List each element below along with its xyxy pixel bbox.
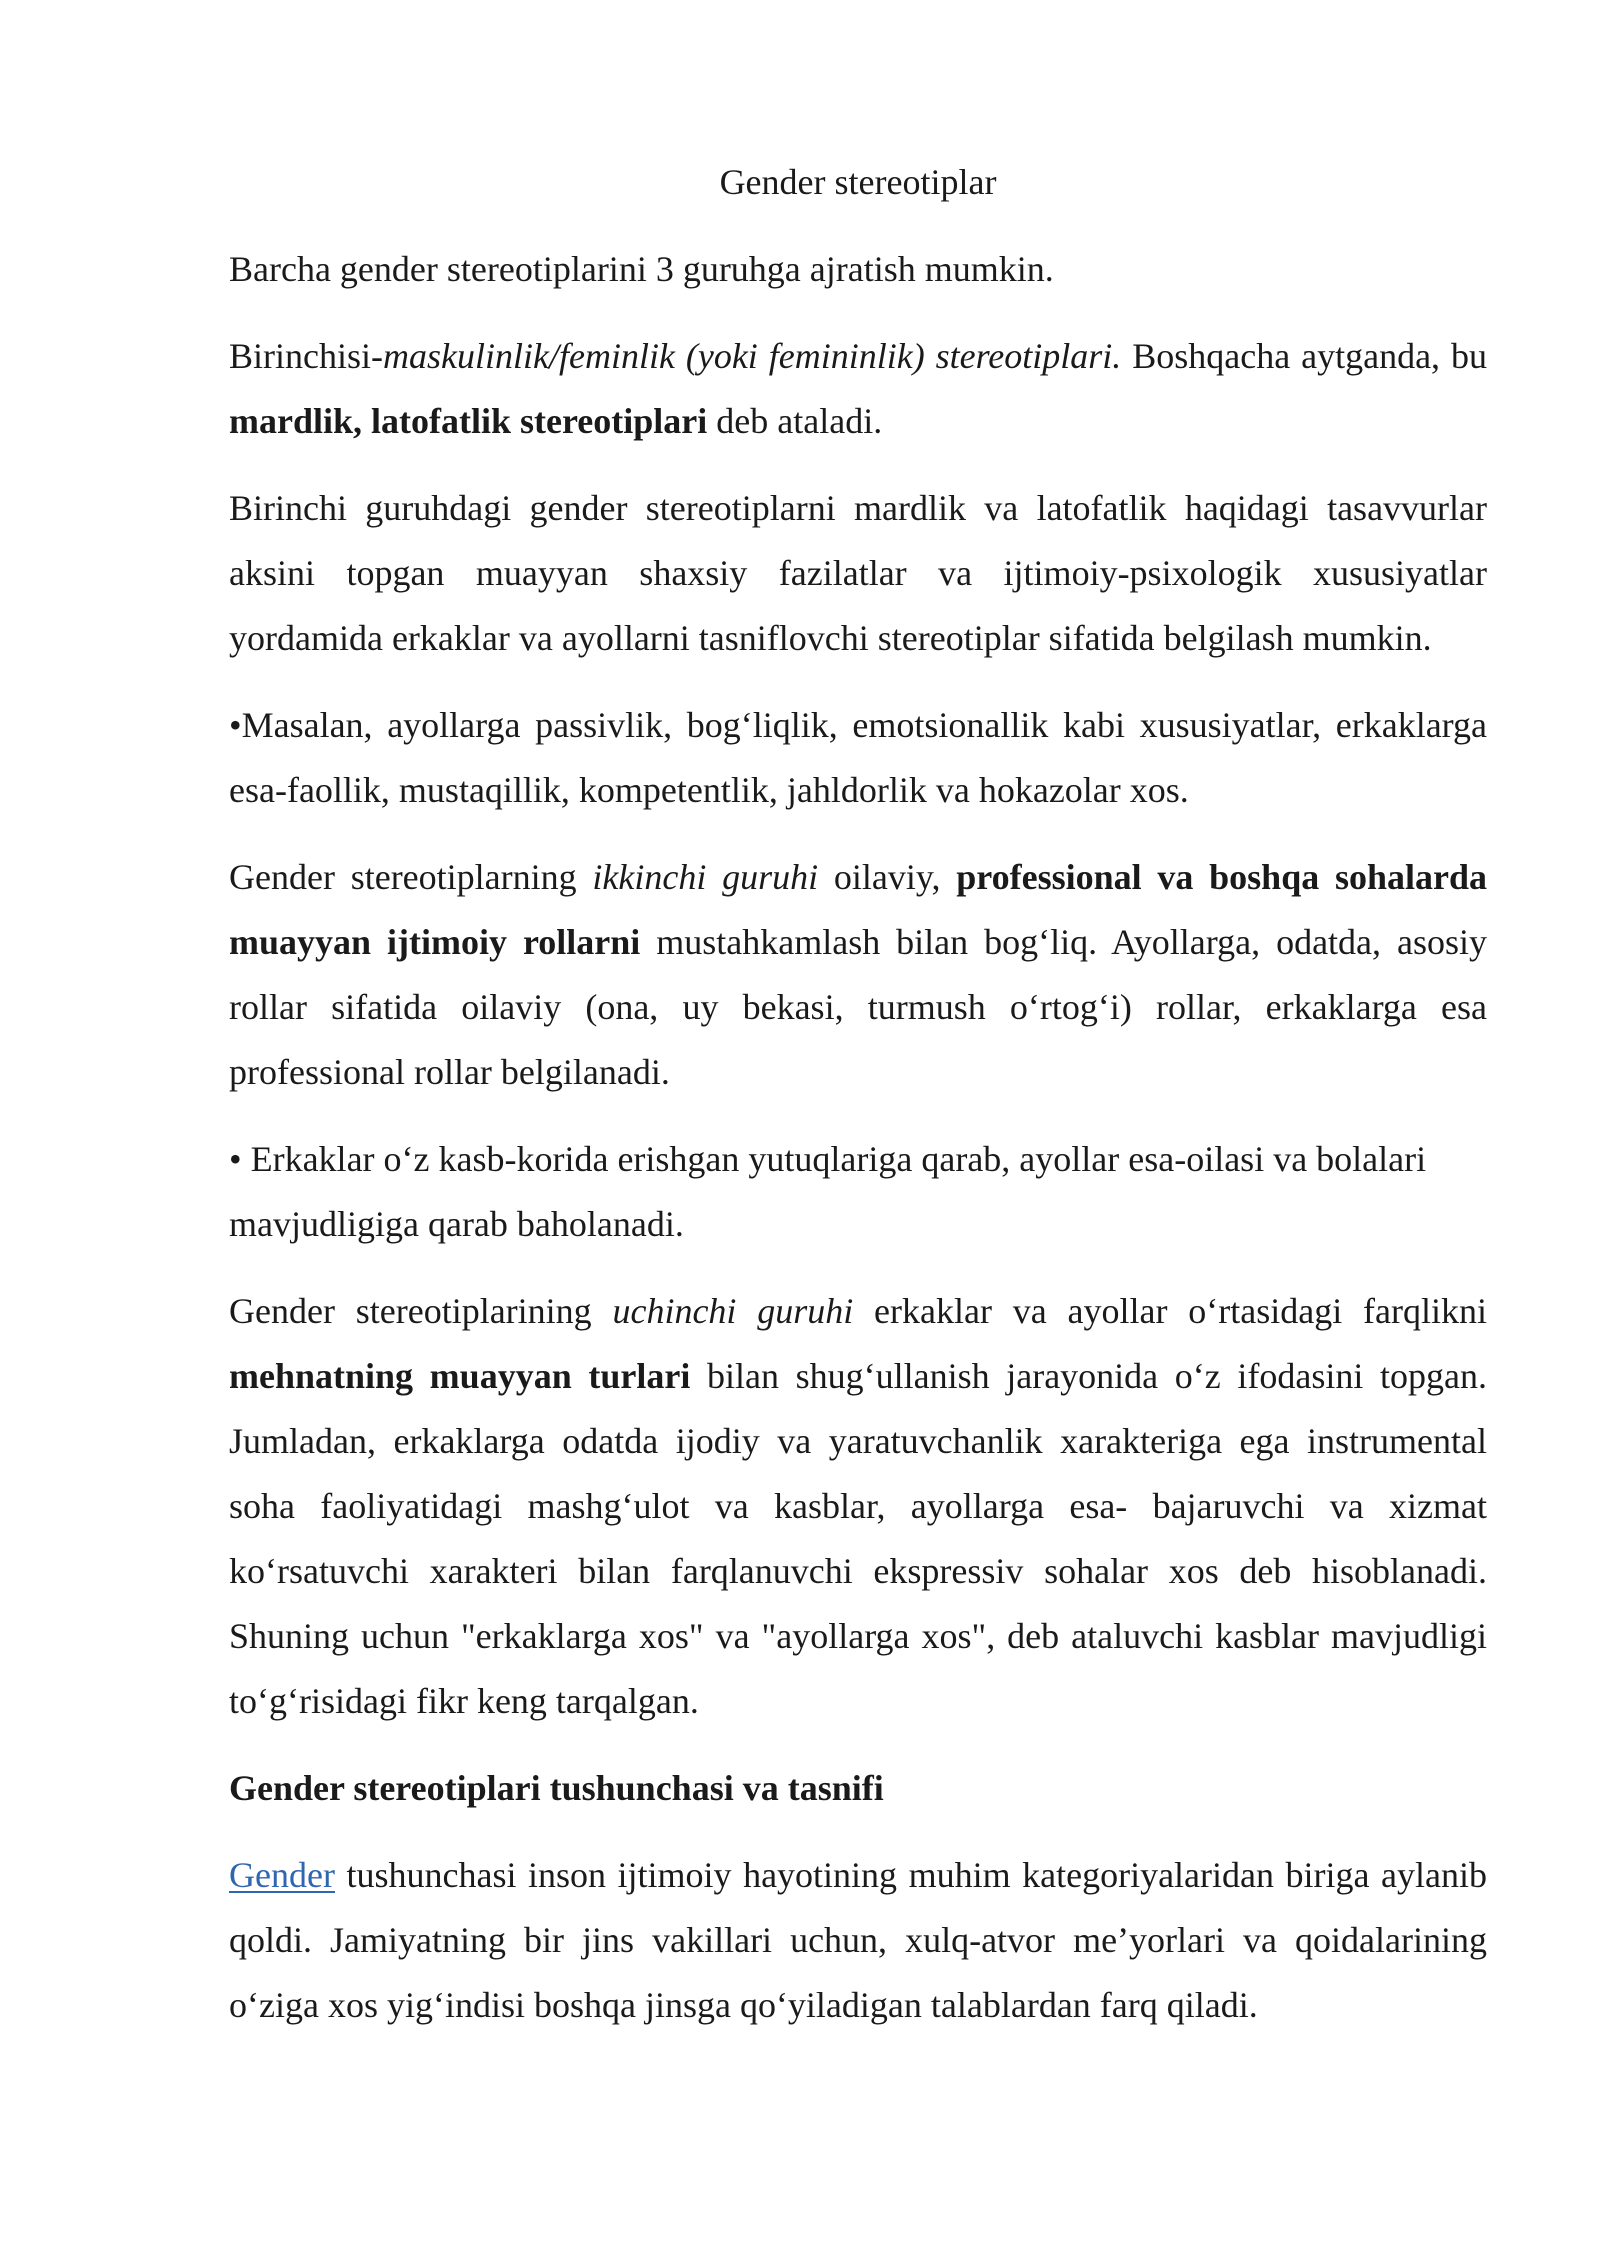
text-lead: Gender stereotiplarining	[229, 1291, 613, 1331]
text-tail: tushunchasi inson ijtimoiy hayotining muhim kategoriyalaridan biriga aylanib qoldi. Jamiyatning bir jins vakillari uchun, xulq-atvor me’yorlari va qoidalarining o‘ziga xos yig‘indisi boshqa jinsga qo‘yiladigan talablardan farq qiladi.	[229, 1855, 1487, 2025]
gender-link[interactable]: Gender	[229, 1855, 335, 1895]
paragraph-example-bullet: •Masalan, ayollarga passivlik, bog‘liqlik, emotsionallik kabi xususiyatlar, erkaklarga esa-faollik, mustaqillik, kompetentlik, jahldorlik va hokazolar xos.	[229, 705, 1487, 810]
text-mid: Boshqacha aytganda, bu	[1121, 336, 1487, 376]
text-mid: oilaviy,	[818, 857, 957, 897]
text-italic: uchinchi guruhi	[612, 1291, 854, 1331]
text-bold: mardlik, latofatlik stereotiplari	[229, 401, 708, 441]
section-heading: Gender stereotiplari tushunchasi va tasnifi	[229, 1768, 884, 1808]
paragraph-third-group	[229, 1279, 1487, 1734]
text-italic: ikkinchi guruhi	[592, 857, 819, 897]
text-lead: Birinchisi-	[229, 336, 383, 376]
paragraph-first-group-description: Birinchi guruhdagi gender stereotiplarni mardlik va latofatlik haqidagi tasavvurlar aksini topgan muayyan shaxsiy fazilatlar va ijtimoiy-psixologik xususiyatlar yordamida erkaklar va ayollarni tasniflovchi stereotiplar sifatida belgilash mumkin.	[229, 488, 1487, 658]
paragraph-first-group	[229, 324, 1487, 454]
paragraph-gender-concept	[229, 1843, 1487, 2038]
document-title: Gender stereotiplar	[719, 162, 997, 202]
text-lead: Gender stereotiplarning	[229, 857, 593, 897]
paragraph-evaluation-bullet: • Erkaklar o‘z kasb-korida erishgan yutuqlariga qarab, ayollar esa-oilasi va bolalari mavjudligiga qarab baholanadi.	[229, 1139, 1427, 1244]
paragraph-second-group	[229, 845, 1487, 1105]
text-italic: maskulinlik/feminlik (yoki femininlik) stereotiplari.	[382, 336, 1122, 376]
document-page	[229, 150, 1487, 2060]
text-tail: bilan shug‘ullanish jarayonida o‘z ifodasini topgan. Jumladan, erkaklarga odatda ijodiy va yaratuvchanlik xarakteriga ega instrumental soha faoliyatidagi mashg‘ulot va kasblar, ayollarga esa- bajaruvchi va xizmat ko‘rsatuvchi xarakteri bilan farqlanuvchi ekspressiv sohalar xos deb hisoblanadi. Shuning uchun "erkaklarga xos" va "ayollarga xos", deb ataluvchi kasblar mavjudligi to‘g‘risidagi fikr keng tarqalgan.	[229, 1356, 1487, 1721]
paragraph-intro: Barcha gender stereotiplarini 3 guruhga ajratish mumkin.	[229, 249, 1054, 289]
text-bold: mehnatning muayyan turlari	[229, 1356, 691, 1396]
text-tail: deb ataladi.	[707, 401, 883, 441]
text-tail: mustahkamlash bilan bog‘liq. Ayollarga, odatda, asosiy rollar sifatida oilaviy (ona, uy bekasi, turmush o‘rtog‘i) rollar, erkaklarga esa professional rollar belgilanadi.	[229, 922, 1487, 1092]
text-mid: erkaklar va ayollar o‘rtasidagi farqlikni	[853, 1291, 1487, 1331]
text-bold: professional va boshqa sohalarda muayyan ijtimoiy rollarni	[229, 857, 1488, 962]
